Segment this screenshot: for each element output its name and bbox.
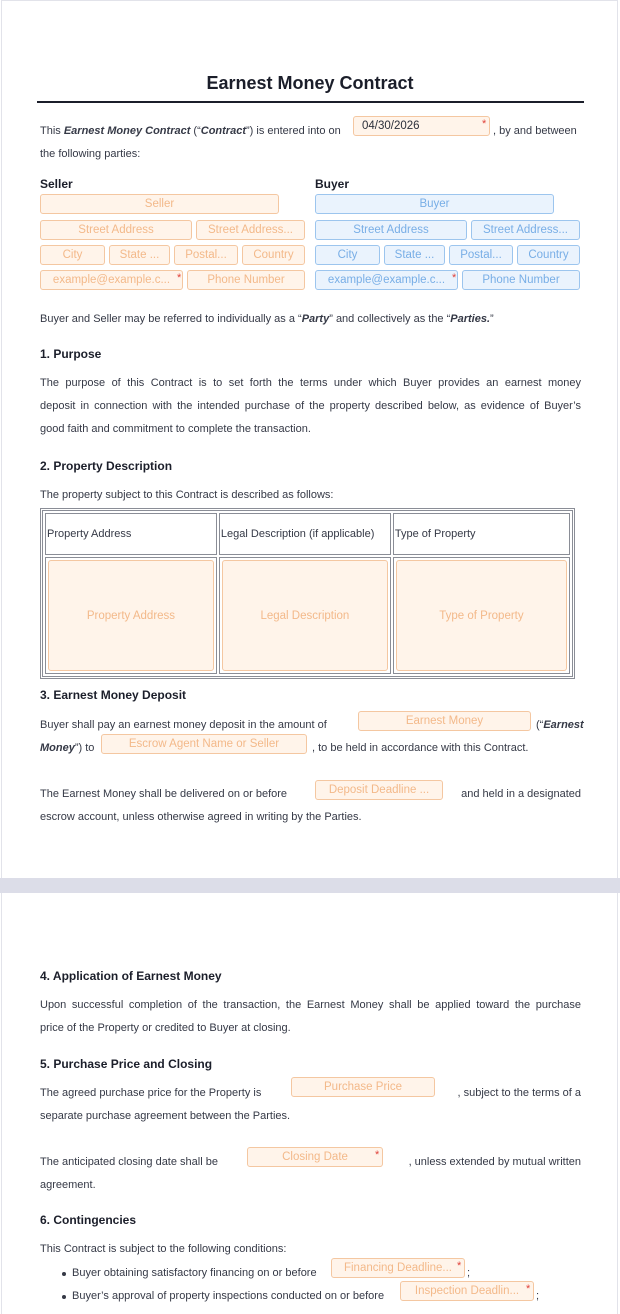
price-line-3: The anticipated closing date shall be — [40, 1156, 218, 1168]
application-line-1: Upon successful completion of the transaction, the Earnest Money shall be applied toward the purchase — [40, 999, 581, 1011]
contingency-financing: Buyer obtaining satisfactory financing on or before — [72, 1267, 317, 1279]
buyer-city-field[interactable]: City — [315, 245, 380, 265]
escrow-agent-field[interactable]: Escrow Agent Name or Seller — [101, 734, 307, 754]
table-header-cell: Property Address — [45, 513, 217, 555]
section-heading-contingencies: 6. Contingencies — [40, 1213, 137, 1227]
deposit-line-1-end: (“Earnest — [536, 719, 584, 731]
intro-line-1: This Earnest Money Contract (“Contract”) is entered into on — [40, 125, 341, 137]
application-line-2: price of the Property or credited to Buyer at closing. — [40, 1022, 291, 1034]
buyer-label: Buyer — [315, 177, 350, 191]
contingency-inspection: Buyer’s approval of property inspections conducted on or before — [72, 1290, 385, 1302]
seller-label: Seller — [40, 177, 73, 191]
page-separator — [0, 878, 620, 893]
required-marker: * — [375, 1149, 380, 1161]
section-heading-purpose: 1. Purpose — [40, 347, 102, 361]
required-marker: * — [177, 272, 182, 284]
bullet-dot — [62, 1295, 66, 1299]
price-line-4: agreement. — [40, 1179, 96, 1191]
bullet-dot — [62, 1272, 66, 1276]
buyer-street-field[interactable]: Street Address — [315, 220, 467, 240]
contingency-financing-end: ; — [467, 1267, 471, 1279]
section-heading-application: 4. Application of Earnest Money — [40, 969, 222, 983]
property-table — [40, 508, 575, 679]
deposit-line-2-end: , to be held in accordance with this Contract. — [312, 742, 529, 754]
seller-street-field[interactable]: Street Address — [40, 220, 192, 240]
contingencies-intro: This Contract is subject to the following conditions: — [40, 1243, 287, 1255]
table-cell — [45, 557, 217, 674]
parties-note: Buyer and Seller may be referred to individually as a “Party” and collectively as the “Parties.” — [40, 313, 494, 325]
purpose-line-2: deposit in connection with the intended purchase of the property described below, as evidence of Buyer’s — [40, 400, 581, 412]
contingency-inspection-end: ; — [536, 1290, 540, 1302]
table-cell — [393, 557, 570, 674]
seller-email-field[interactable]: example@example.c... — [40, 270, 183, 290]
required-marker: * — [457, 1260, 462, 1272]
contract-date-field[interactable]: 04/30/2026 — [353, 116, 490, 136]
document-title: Earnest Money Contract — [206, 73, 414, 93]
buyer-street2-field[interactable]: Street Address... — [471, 220, 580, 240]
section-heading-deposit: 3. Earnest Money Deposit — [40, 688, 187, 702]
buyer-email-field[interactable]: example@example.c... — [315, 270, 458, 290]
intro-line-2: the following parties: — [40, 148, 141, 160]
table-header-cell: Type of Property — [393, 513, 570, 555]
deposit-line-3: The Earnest Money shall be delivered on or before — [40, 788, 288, 800]
seller-city-field[interactable]: City — [40, 245, 105, 265]
seller-postal-field[interactable]: Postal... — [174, 245, 238, 265]
price-line-1: The agreed purchase price for the Property is — [40, 1087, 262, 1099]
earnest-money-amount-field[interactable]: Earnest Money — [358, 711, 531, 731]
deposit-line-2-start: Money”) to — [40, 742, 95, 754]
price-line-1-end: , subject to the terms of a — [457, 1087, 581, 1099]
deposit-deadline-field[interactable]: Deposit Deadline ... — [315, 780, 443, 800]
inspection-deadline-field[interactable]: Inspection Deadlin... — [400, 1281, 534, 1301]
table-cell — [219, 557, 391, 674]
seller-street2-field[interactable]: Street Address... — [196, 220, 305, 240]
seller-country-field[interactable]: Country — [242, 245, 305, 265]
purpose-line-1: The purpose of this Contract is to set forth the terms under which Buyer provides an earnest money — [40, 377, 581, 389]
required-marker: * — [452, 272, 457, 284]
required-marker: * — [482, 118, 487, 130]
section-heading-property: 2. Property Description — [40, 459, 173, 473]
title-underline — [37, 101, 584, 103]
buyer-phone-field[interactable]: Phone Number — [462, 270, 580, 290]
buyer-country-field[interactable]: Country — [517, 245, 580, 265]
property-type-field[interactable]: Type of Property — [396, 560, 567, 671]
property-intro: The property subject to this Contract is described as follows: — [40, 489, 334, 501]
price-line-2: separate purchase agreement between the Parties. — [40, 1110, 291, 1122]
financing-deadline-field[interactable]: Financing Deadline... — [331, 1258, 465, 1278]
purpose-line-3: good faith and commitment to complete the transaction. — [40, 423, 311, 435]
intro-line-1-end: , by and between — [493, 125, 577, 137]
buyer-name-field[interactable]: Buyer — [315, 194, 554, 214]
buyer-state-field[interactable]: State ... — [384, 245, 445, 265]
closing-date-field[interactable]: Closing Date — [247, 1147, 383, 1167]
table-header-cell: Legal Description (if applicable) — [219, 513, 391, 555]
legal-description-field[interactable]: Legal Description — [222, 560, 388, 671]
seller-state-field[interactable]: State ... — [109, 245, 170, 265]
property-address-field[interactable]: Property Address — [48, 560, 214, 671]
required-marker: * — [526, 1283, 531, 1295]
deposit-line-1: Buyer shall pay an earnest money deposit in the amount of — [40, 719, 327, 731]
deposit-line-3-end: and held in a designated — [461, 788, 581, 800]
buyer-postal-field[interactable]: Postal... — [449, 245, 513, 265]
price-line-3-end: , unless extended by mutual written — [408, 1156, 581, 1168]
seller-phone-field[interactable]: Phone Number — [187, 270, 305, 290]
section-heading-price: 5. Purchase Price and Closing — [40, 1057, 213, 1071]
seller-name-field[interactable]: Seller — [40, 194, 279, 214]
purchase-price-field[interactable]: Purchase Price — [291, 1077, 435, 1097]
deposit-line-4: escrow account, unless otherwise agreed in writing by the Parties. — [40, 811, 362, 823]
